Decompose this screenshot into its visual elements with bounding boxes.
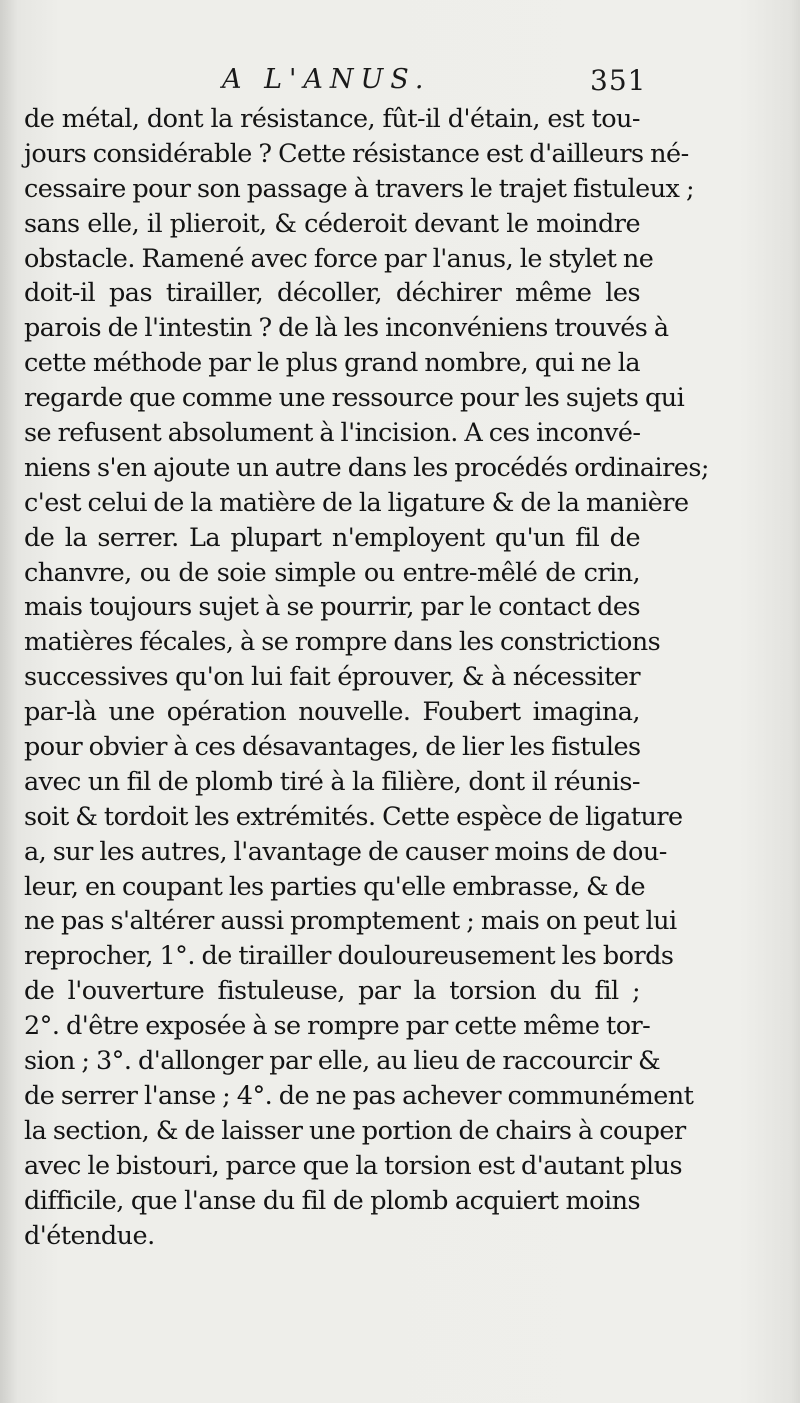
text-line: sion ; 3°. d'allonger par elle, au lieu de raccourcir &	[24, 1046, 661, 1077]
text-line: pour obvier à ces désavantages, de lier les fistules	[24, 732, 641, 763]
text-line: par-là une opération nouvelle. Foubert imagina,	[24, 697, 640, 728]
text-line: successives qu'on lui fait éprouver, & à nécessiter	[24, 662, 640, 693]
text-line: avec un fil de plomb tiré à la filière, dont il réunis-	[24, 766, 640, 797]
text-line: avec le bistouri, parce que la torsion est d'autant plus	[24, 1150, 683, 1181]
text-line: cette méthode par le plus grand nombre, qui ne la	[24, 348, 640, 379]
text-line: ne pas s'altérer aussi promptement ; mais on peut lui	[24, 906, 677, 937]
text-line: sans elle, il plieroit, & céderoit devant le moindre	[24, 208, 640, 239]
page-number: 351	[590, 64, 647, 97]
text-line: reprocher, 1°. de tirailler douloureusement les bords	[24, 941, 674, 972]
page-header	[0, 62, 800, 106]
text-line: regarde que comme une ressource pour les sujets qui	[24, 383, 685, 414]
text-line: doit-il pas tirailler, décoller, déchirer même les	[24, 278, 640, 309]
text-line: a, sur les autres, l'avantage de causer moins de dou-	[24, 836, 667, 867]
text-line: de l'ouverture fistuleuse, par la torsion du fil ;	[24, 976, 640, 1007]
text-line: difficile, que l'anse du fil de plomb acquiert moins	[24, 1185, 640, 1216]
text-line: c'est celui de la matière de la ligature & de la manière	[24, 487, 689, 518]
text-line: cessaire pour son passage à travers le trajet fistuleux ;	[24, 173, 694, 204]
text-line: 2°. d'être exposée à se rompre par cette même tor-	[24, 1011, 651, 1042]
text-line: soit & tordoit les extrémités. Cette espèce de ligature	[24, 801, 683, 832]
text-line: jours considérable ? Cette résistance est d'ailleurs né-	[24, 138, 689, 169]
text-line: obstacle. Ramené avec force par l'anus, le stylet ne	[24, 243, 654, 274]
text-line: leur, en coupant les parties qu'elle embrasse, & de	[24, 871, 646, 902]
text-line: de métal, dont la résistance, fût-il d'étain, est tou-	[24, 104, 640, 134]
text-line: matières fécales, à se rompre dans les constrictions	[24, 627, 661, 658]
text-line: parois de l'intestin ? de là les inconvéniens trouvés à	[24, 313, 669, 344]
text-line: de la serrer. La plupart n'employent qu'un fil de	[24, 522, 640, 553]
text-line: mais toujours sujet à se pourrir, par le contact des	[24, 592, 640, 623]
text-line: de serrer l'anse ; 4°. de ne pas achever communément	[24, 1080, 694, 1111]
text-line: la section, & de laisser une portion de chairs à couper	[24, 1115, 686, 1146]
text-line: niens s'en ajoute un autre dans les procédés ordinaires;	[24, 452, 709, 483]
text-line: se refusent absolument à l'incision. A ces inconvé-	[24, 418, 641, 449]
text-line: chanvre, ou de soie simple ou entre-mêlé de crin,	[24, 557, 640, 588]
running-title: A L'ANUS.	[222, 64, 431, 95]
text-line: d'étendue.	[24, 1220, 155, 1251]
body-text	[24, 102, 709, 1253]
